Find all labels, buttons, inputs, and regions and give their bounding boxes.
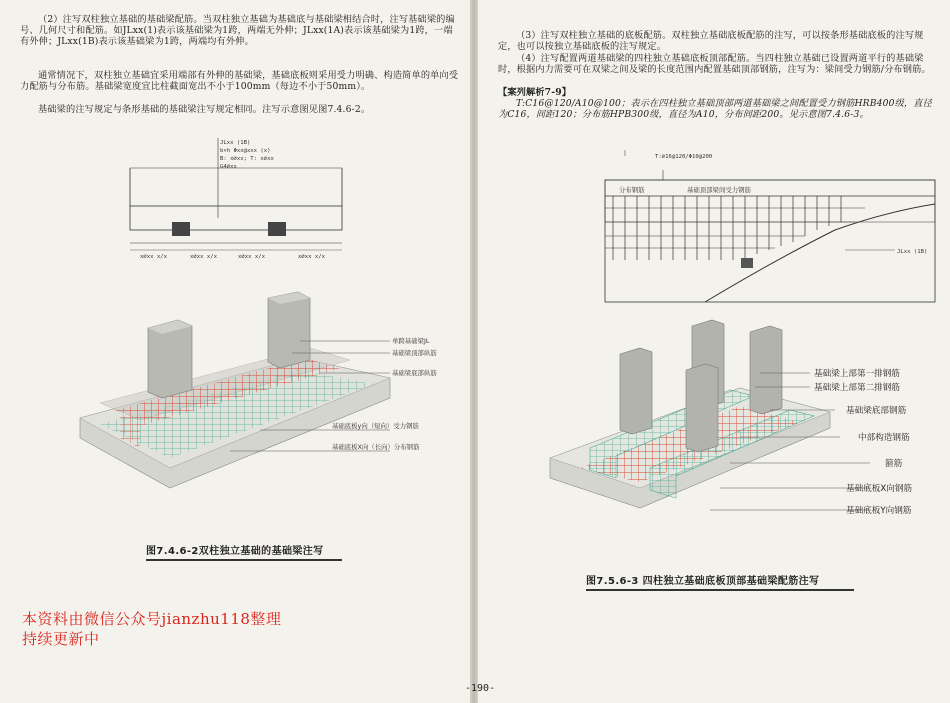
right-figure-caption: 图7.5.6-3 四柱独立基础底板顶部基础梁配筋注写 xyxy=(586,576,820,587)
model-label-top-rebar: 基础梁顶部纵筋 xyxy=(392,349,437,357)
plan-annotation-4: G4⌀xx xyxy=(220,164,237,170)
plan-label-top-rebar: 基础顶部梁间受力钢筋 xyxy=(687,186,751,194)
plan-annotation-1: JLxx (1B) xyxy=(220,140,251,146)
rebar-label-2: x⌀xx x/x xyxy=(190,254,217,260)
right-paragraph-3: （3）注写双柱独立基础的底板配筋。双柱独立基础底板配筋的注写，可以按条形基础底板的注写规定，也可以按独立基础底板的注写规定。 xyxy=(498,30,924,53)
left-paragraph-usage: 通常情况下，双柱独立基础宜采用端部有外伸的基础梁，基础底板则采用受力明确、构造简单的单向受力配筋与分布筋。基础梁宽度宜比柱截面宽出不小于100mm（每边不小于50mm）。 xyxy=(20,70,459,93)
model-label-bottom-rebar: 基础梁底部纵筋 xyxy=(392,369,437,377)
book-gutter xyxy=(470,0,478,703)
left-paragraph-rule: 基础梁的注写规定与条形基础的基础梁注写规定相同。注写示意图见图7.4.6-2。 xyxy=(38,104,371,115)
model-label-top-first: 基础梁上部第一排钢筋 xyxy=(814,369,900,379)
plan-annotation-2: b×h Φxx@xxx (x) xyxy=(220,148,271,154)
watermark-line-2: 持续更新中 xyxy=(22,630,100,648)
left-3d-model xyxy=(60,298,470,518)
left-paragraph-2: （2）注写双柱独立基础的基础梁配筋。当双柱独立基础为基础底与基础梁相结合时，注写基础梁的编号、几何尺寸和配筋。如JLxx(1)表示该基础梁为1跨，两端无外伸；JLxx(1A)表示该基础梁为1跨，一端有外伸；JLxx(1B)表示该基础梁为1跨，两端均有外伸。 xyxy=(20,14,455,48)
rebar-label-3: x⌀xx x/x xyxy=(238,254,265,260)
case-title: 【案列解析7-9】 xyxy=(498,87,572,98)
rebar-label-1: x⌀xx x/x xyxy=(140,254,167,260)
model-label-beam-bottom: 基础梁底部钢筋 xyxy=(846,406,907,416)
right-paragraph-4: （4）注写配置两道基础梁的四柱独立基础底板顶部配筋。当四柱独立基础已设置两道平行的基础梁时，根据内力需要可在双梁之间及梁的长度范围内配置基础顶部钢筋，注写为：梁间受力钢筋/分布钢筋。 xyxy=(498,53,931,76)
left-figure-caption: 图7.4.6-2双柱独立基础的基础梁注写 xyxy=(146,546,324,557)
model-label-y-rebar: 基础底板y向（短向）受力钢筋 xyxy=(332,422,419,430)
left-caption-underline xyxy=(146,559,342,561)
page-number: -190- xyxy=(465,683,496,694)
model-label-slab-y: 基础底板Y向钢筋 xyxy=(846,506,912,516)
plan-label-distribution: 分布钢筋 xyxy=(619,186,645,194)
right-plan-drawing xyxy=(605,150,945,310)
model-label-slab-x: 基础底板X向钢筋 xyxy=(846,484,913,494)
plan-top-annotation: T:⌀16@120/Φ10@200 xyxy=(655,154,713,160)
case-text: T:C16@120/A10@100；表示在四柱独立基础顶部两道基础梁之间配置受力钢筋HRB400级，直径为C16，间距120；分布筋HPB300级，直径为A10，分布间距200。见示意图7.4.6-3。 xyxy=(498,98,932,121)
left-plan-drawing xyxy=(120,138,350,268)
right-3d-model xyxy=(540,318,945,548)
watermark-line-1: 本资料由微信公众号jianzhu118整理 xyxy=(22,610,282,628)
plan-beam-label: JLxx (1B) xyxy=(897,249,928,255)
rebar-label-4: x⌀xx x/x xyxy=(298,254,325,260)
model-label-middle: 中部构造钢筋 xyxy=(858,433,910,443)
model-label-beam: 单跨基础梁JL xyxy=(392,337,430,345)
plan-annotation-3: B: x⌀xx; T: x⌀xx xyxy=(220,156,274,162)
model-label-stirrup: 箍筋 xyxy=(885,459,903,469)
right-caption-underline xyxy=(586,589,854,591)
model-label-top-second: 基础梁上部第二排钢筋 xyxy=(814,383,900,393)
model-label-x-rebar: 基础底板X向（长向）分布钢筋 xyxy=(332,443,420,451)
